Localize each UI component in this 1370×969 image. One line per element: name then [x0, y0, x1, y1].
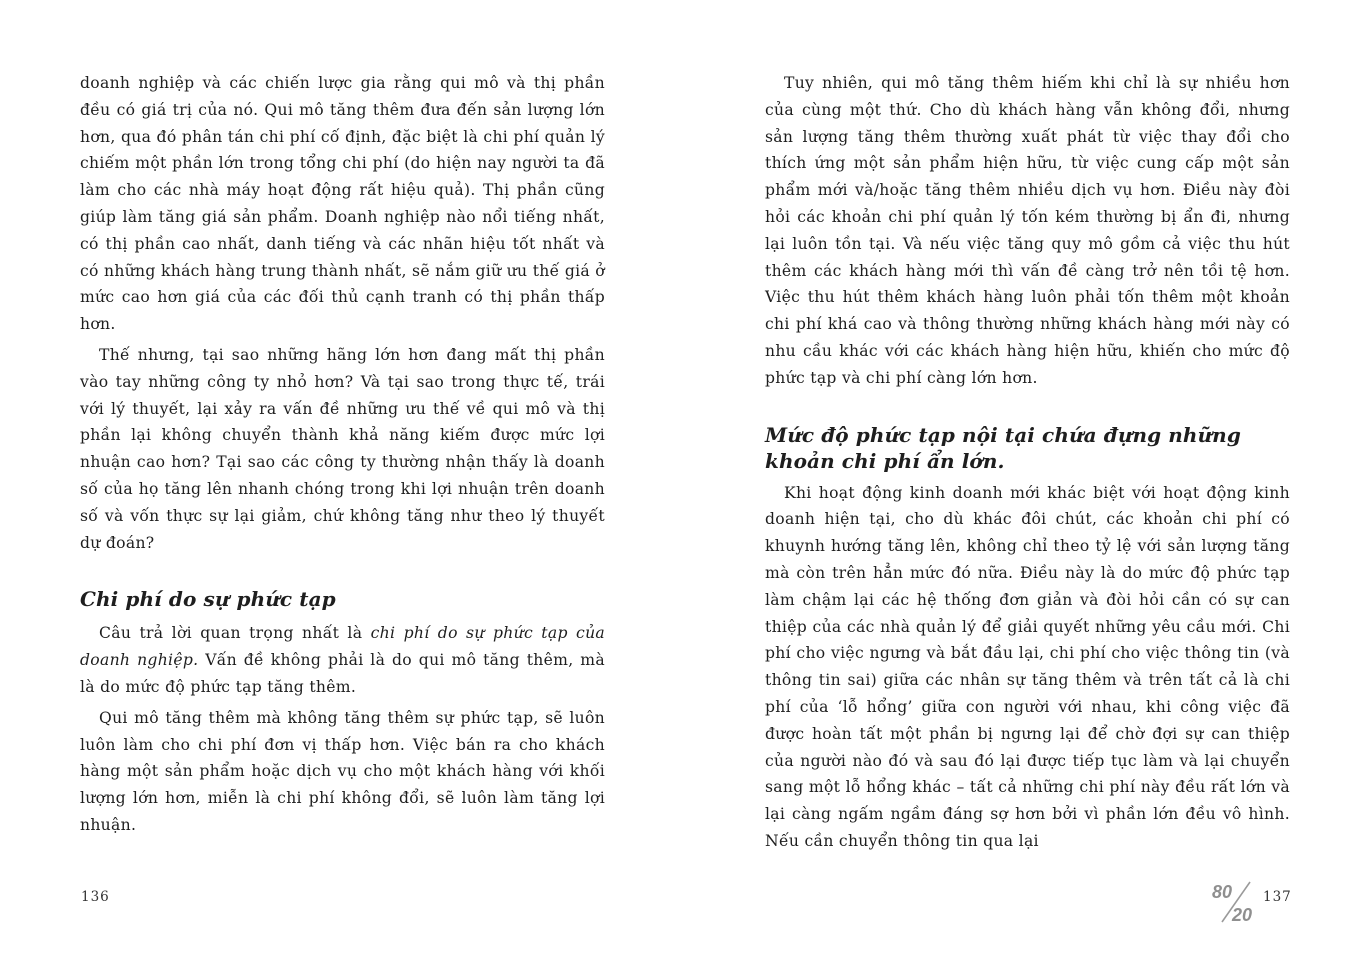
- book-logo: [1208, 878, 1264, 926]
- left-paragraph-3: [80, 620, 605, 700]
- right-page: [765, 70, 1290, 859]
- left-paragraph-4: Qui mô tăng thêm mà không tăng thêm sự phức tạp, sẽ luôn luôn làm cho chi phí đơn vị thấp hơn. Việc bán ra cho khách hàng một sản phẩm hoặc dịch vụ cho một khách hàng với khối lượng lớn hơn, miễn là chi phí không đổi, sẽ luôn làm tăng lợi nhuận.: [80, 708, 605, 834]
- left-paragraph-1: doanh nghiệp và các chiến lược gia rằng qui mô và thị phần đều có giá trị của nó. Qui mô tăng thêm đưa đến sản lượng lớn hơn, qua đó phân tán chi phí cố định, đặc biệt là chi phí quản lý chiếm một phần lớn trong tổng chi phí (do hiện nay người ta đã làm cho các nhà máy hoạt động rất hiệu quả). Thị phần cũng giúp làm tăng giá sản phẩm. Doanh nghiệp nào nổi tiếng nhất, có thị phần cao nhất, danh tiếng và các nhãn hiệu tốt nhất và có những khách hàng trung thành nhất, sẽ nắm giữ ưu thế giá ở mức cao hơn giá của các đối thủ cạnh tranh có thị phần thấp hơn.: [80, 74, 605, 334]
- left-paragraph-2: Thế nhưng, tại sao những hãng lớn hơn đang mất thị phần vào tay những công ty nhỏ hơn? Và tại sao trong thực tế, trái với lý thuyết, lại xảy ra vấn đề những ưu thế về qui mô và thị phần lại không chuyển thành khả năng kiếm được mức lợi nhuận cao hơn? Tại sao các công ty thường nhận thấy là doanh số của họ tăng lên nhanh chóng trong khi lợi nhuận trên doanh số và vốn thực sự lại giảm, chứ không tăng như theo lý thuyết dự đoán?: [80, 345, 605, 552]
- left-paragraph-3-start: Câu trả lời quan trọng nhất là: [99, 624, 371, 643]
- left-paragraph-3-end: Vấn đề không phải là do qui mô tăng thêm, mà là do mức độ phức tạp tăng thêm.: [80, 651, 605, 696]
- right-page-number: 137: [1263, 889, 1292, 905]
- book-logo-top-text: 80: [1212, 882, 1233, 902]
- book-logo-bottom-text: 20: [1232, 905, 1253, 925]
- right-paragraph-2: Khi hoạt động kinh doanh mới khác biệt với hoạt động kinh doanh hiện tại, cho dù khác đôi chút, các khoản chi phí có khuynh hướng tăng lên, không chỉ theo tỷ lệ với sản lượng tăng mà còn trên hẳn mức đó nữa. Điều này là do mức độ phức tạp làm chậm lại các hệ thống đơn giản và đòi hỏi cần có sự can thiệp của các nhà quản lý để giải quyết những yêu cầu mới. Chi phí cho việc ngưng và bắt đầu lại, chi phí cho việc thông tin (và thông tin sai) giữa các nhân sự tăng thêm và trên tất cả là chi phí của ‘lỗ hổng’ giữa con người với nhau, khi công việc đã được hoàn tất một phần bị ngưng lại để chờ đợi sự can thiệp của người nào đó và sau đó lại được tiếp tục làm và lại chuyển sang một lỗ hổng khác – tất cả những chi phí này đều rất lớn và lại càng ngấm ngầm đáng sợ hơn bởi vì phần lớn đều vô hình. Nếu cần chuyển thông tin qua lại: [765, 483, 1290, 850]
- left-page-number: 136: [81, 889, 110, 905]
- left-paragraph-3-emphasis: chi phí do sự phức tạp của doanh nghiệp.: [80, 624, 606, 670]
- right-section-heading: Mức độ phức tạp nội tại chứa đựng những khoản chi phí ẩn lớn.: [765, 422, 1241, 473]
- right-paragraph-1: Tuy nhiên, qui mô tăng thêm hiếm khi chỉ là sự nhiều hơn của cùng một thứ. Cho dù khách hàng vẫn không đổi, nhưng sản lượng tăng thêm thường xuất phát từ việc thay đổi cho thích ứng một sản phẩm hiện hữu, từ việc cung cấp một sản phẩm mới và/hoặc tăng thêm nhiều dịch vụ hơn. Điều này đòi hỏi các khoản chi phí quản lý tốn kém thường bị ẩn đi, nhưng lại luôn tồn tại. Và nếu việc tăng quy mô gồm cả việc thu hút thêm các khách hàng mới thì vấn đề càng trở nên tồi tệ hơn. Việc thu hút thêm khách hàng luôn phải tốn thêm một khoản chi phí khá cao và thông thường những khách hàng mới này có nhu cầu khác với các khách hàng hiện hữu, khiến cho mức độ phức tạp và chi phí càng lớn hơn.: [765, 74, 1290, 387]
- left-section-heading: Chi phí do sự phức tạp: [80, 587, 336, 612]
- left-page: [80, 70, 605, 843]
